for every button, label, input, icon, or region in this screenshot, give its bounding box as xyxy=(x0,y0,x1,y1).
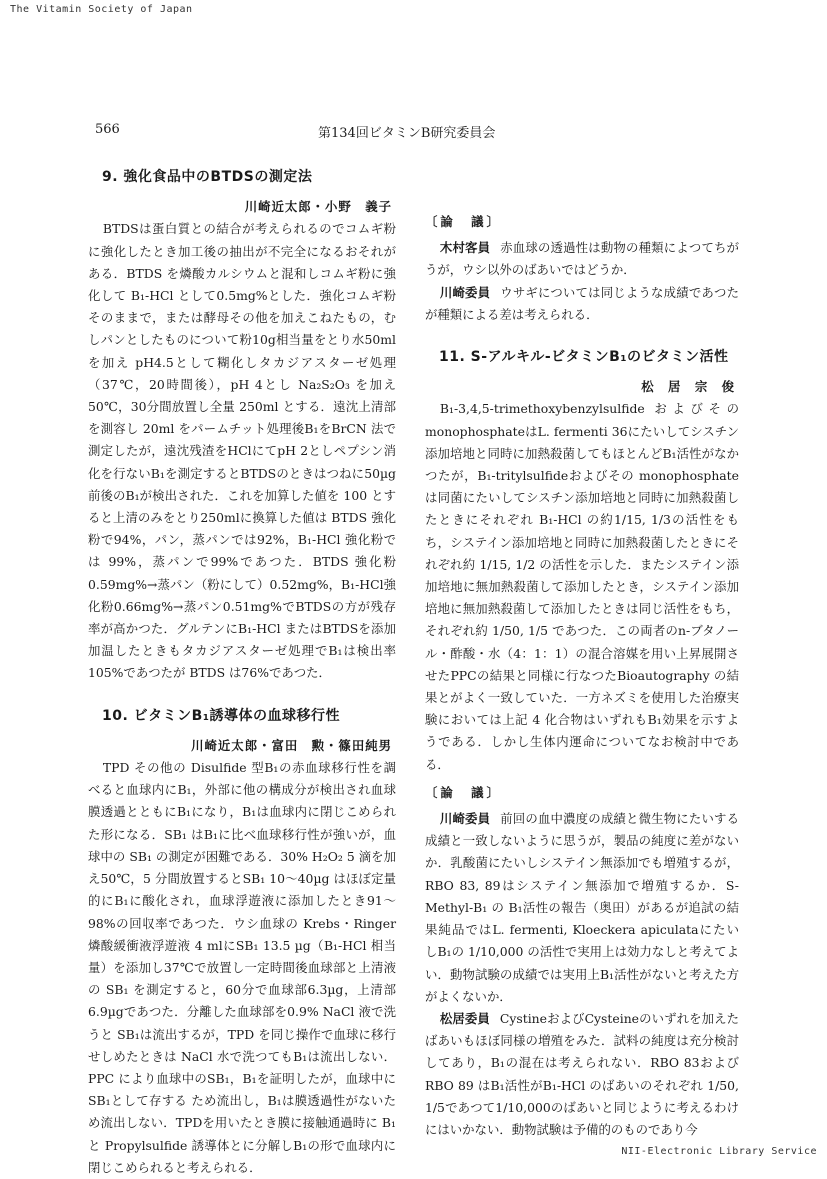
section-10-discussion-heading: 〔論 議〕 xyxy=(425,214,502,229)
discussion-entry xyxy=(425,237,739,281)
discussion-entry xyxy=(425,1008,739,1141)
section-9-body: BTDSは蛋白質との結合が考えられるのでコムギ粉に強化したとき加工後の抽出が不完全になるおそれがある．BTDS を燐酸カルシウムと混和しコムギ粉に強化して B₁-HCl として0.5mg%とした．強化コムギ粉そのままで，または酵母その他を加えこねたもの，むしパンとしたものについて粉10g相当量をとり水50mlを加え pH4.5として糊化しタカジアスターゼ処理（37℃，20時間後），pH 4とし Na₂S₂O₃ を加え50℃，30分間放置し全量 250ml とする．遠沈上清部を測容し 20ml をパームチット処理後B₁をBrCN 法で測定したが，遠沈残渣をHClにてpH 2としペプシン消化を行ないB₁を測定するとBTDSのときはつねに50µg前後のB₁が検出された．これを加算した値を 100 とすると上清のみをとり250mlに換算した値は BTDS 強化粉で94%，パン，蒸パンでは92%，B₁-HCl 強化粉では 99%，蒸パンで99%であつた．BTDS 強化粉0.59mg%→蒸パン（粉にして）0.52mg%，B₁-HCl強化粉0.66mg%→蒸パン0.51mg%でBTDSの方が残存率が高かつた．グルテンにB₁-HCl またはBTDSを添加加温したときもタカジアスターゼ処理でB₁は検出率105%であつたが BTDS は76%であつた． xyxy=(88,221,396,681)
source-watermark: The Vitamin Society of Japan xyxy=(10,4,193,15)
discussion-entry xyxy=(425,808,739,1008)
right-column xyxy=(425,160,739,1141)
speaker-name: 川崎委員 xyxy=(439,284,491,300)
section-10-body: TPD その他の Disulfide 型B₁の赤血球移行性を調べると血球内にB₁，外部に他の構成分が検出され血球膜透過とともにB₁になり，B₁は血球内に閉じこめられた形になる．SB₁ はB₁に比べ血球移行性が強いが，血球中の SB₁ の測定が困難である．30% H₂O₂ 5 滴を加え50℃，5 分間放置するとSB₁ 10〜40µg はほぼ定量的にB₁に酸化され，血球浮遊液に添加したとき91〜98%の回収率であつた．ウシ血球の Krebs・Ringer 燐酸緩衝液浮遊液 4 mlにSB₁ 13.5 µg（B₁-HCl 相当量）を添加し37℃で放置し一定時間後血球部と上清液の SB₁ を測定すると，60分で血球部6.3µg，上清部6.9µgであつた．分離した血球部を0.9% NaCl 液で洗うと SB₁は流出するが，TPD を同じ操作で血球に移行せしめたときは NaCl 水で洗つてもB₁は流出しない．PPC により血球中のSB₁，B₁を証明したが，血球中にSB₁として存する ため流出し，B₁は膜透過性がないため流出しない．TPDを用いたとき膜に接触通過時に B₁と Propylsulfide 誘導体とに分解しB₁の形で血球内に閉じこめられると考えられる． xyxy=(88,760,396,1175)
discussion-text: 前回の血中濃度の成績と微生物にたいする成績と一致しないように思うが，製品の純度に差がないか．乳酸菌にたいしシステイン無添加でも増殖するが，RBO 83, 89はシステイン無添加で増殖するか．S-Methyl-B₁ の B₁活性の報告（奥田）があるが追試の結果純品ではL. fermenti, Kloeckera apiculataにたいしB₁の 1/10,000 の活性で実用上は効力なしと考えてよい．動物試験の成績では実用上B₁活性がないと考えた方がよくないか． xyxy=(425,811,740,1004)
discussion-entry xyxy=(425,282,739,326)
speaker-name: 木村客員 xyxy=(439,240,491,256)
discussion-text: CystineおよびCysteineのいずれを加えたばあいもほぼ同様の増殖をみた．試料の純度は充分検討してあり，B₁の混在は考えられない．RBO 83およびRBO 89 はB₁活性がB₁-HCl のばあいのそれぞれ 1/50, 1/5であつて1/10,000のばあいと同じように考えるわけにはいかない．動物試験は予備的のものであり今 xyxy=(425,1010,739,1137)
section-10-authors: 川崎近太郎・富田 勲・篠田純男 xyxy=(191,737,392,753)
section-11-body: B₁-3,4,5-trimethoxybenzylsulfide およびその monophosphateはL. fermenti 36にたいしてシスチン添加培地と同時に加熱殺菌してもほとんどB₁活性がなかつたが，B₁-tritylsulfideおよびその monophosphate は同菌にたいしてシスチン添加培地と同時に加熱殺菌したときにそれぞれ B₁-HCl の約1/15, 1/3の活性をもち，システイン添加培地と同時に加熱殺菌したときにそれぞれ約 1/15, 1/2 の活性を示した．またシステイン添加培地に無加熱殺菌して添加したとき，システイン添加培地に無加熱殺菌して添加したときは同じ活性をもち，それぞれ約 1/50, 1/5 であつた．この両者のn-ブタノール・酢酸・水（4：1：1）の混合溶媒を用い上昇展開させたPPCの結果と同様に行なつたBioautography の結果とがよく一致していた．一方ネズミを使用した治療実験においては上記 4 化合物はいずれもB₁効果を示すようである．しかし生体内運命についてなお検討中である． xyxy=(425,401,739,772)
section-11-authors: 松 居 宗 俊 xyxy=(641,379,735,395)
section-9-authors: 川崎近太郎・小野 義子 xyxy=(244,199,392,215)
section-9-title: 9. 強化食品中のBTDSの測定法 xyxy=(102,169,313,185)
section-11-title: 11. S-アルキル-ビタミンB₁のビタミン活性 xyxy=(439,349,729,366)
page-number: 566 xyxy=(95,122,120,137)
speaker-name: 松居委員 xyxy=(439,1010,490,1026)
discussion-text: ウサギについては同じような成績であつたが種類による差は考えられる． xyxy=(425,284,739,322)
section-10-title: 10. ビタミンB₁誘導体の血球移行性 xyxy=(102,707,340,724)
section-11-discussion-heading: 〔論 議〕 xyxy=(425,784,502,800)
discussion-text: 赤血球の透過性は動物の種類によつてちがうが，ウシ以外のばあいではどうか． xyxy=(425,240,740,278)
left-column xyxy=(88,160,396,1179)
running-head: 第134回ビタミンB研究委員会 xyxy=(318,126,496,141)
speaker-name: 川崎委員 xyxy=(439,811,491,827)
footer-watermark: NII-Electronic Library Service xyxy=(621,1146,817,1157)
